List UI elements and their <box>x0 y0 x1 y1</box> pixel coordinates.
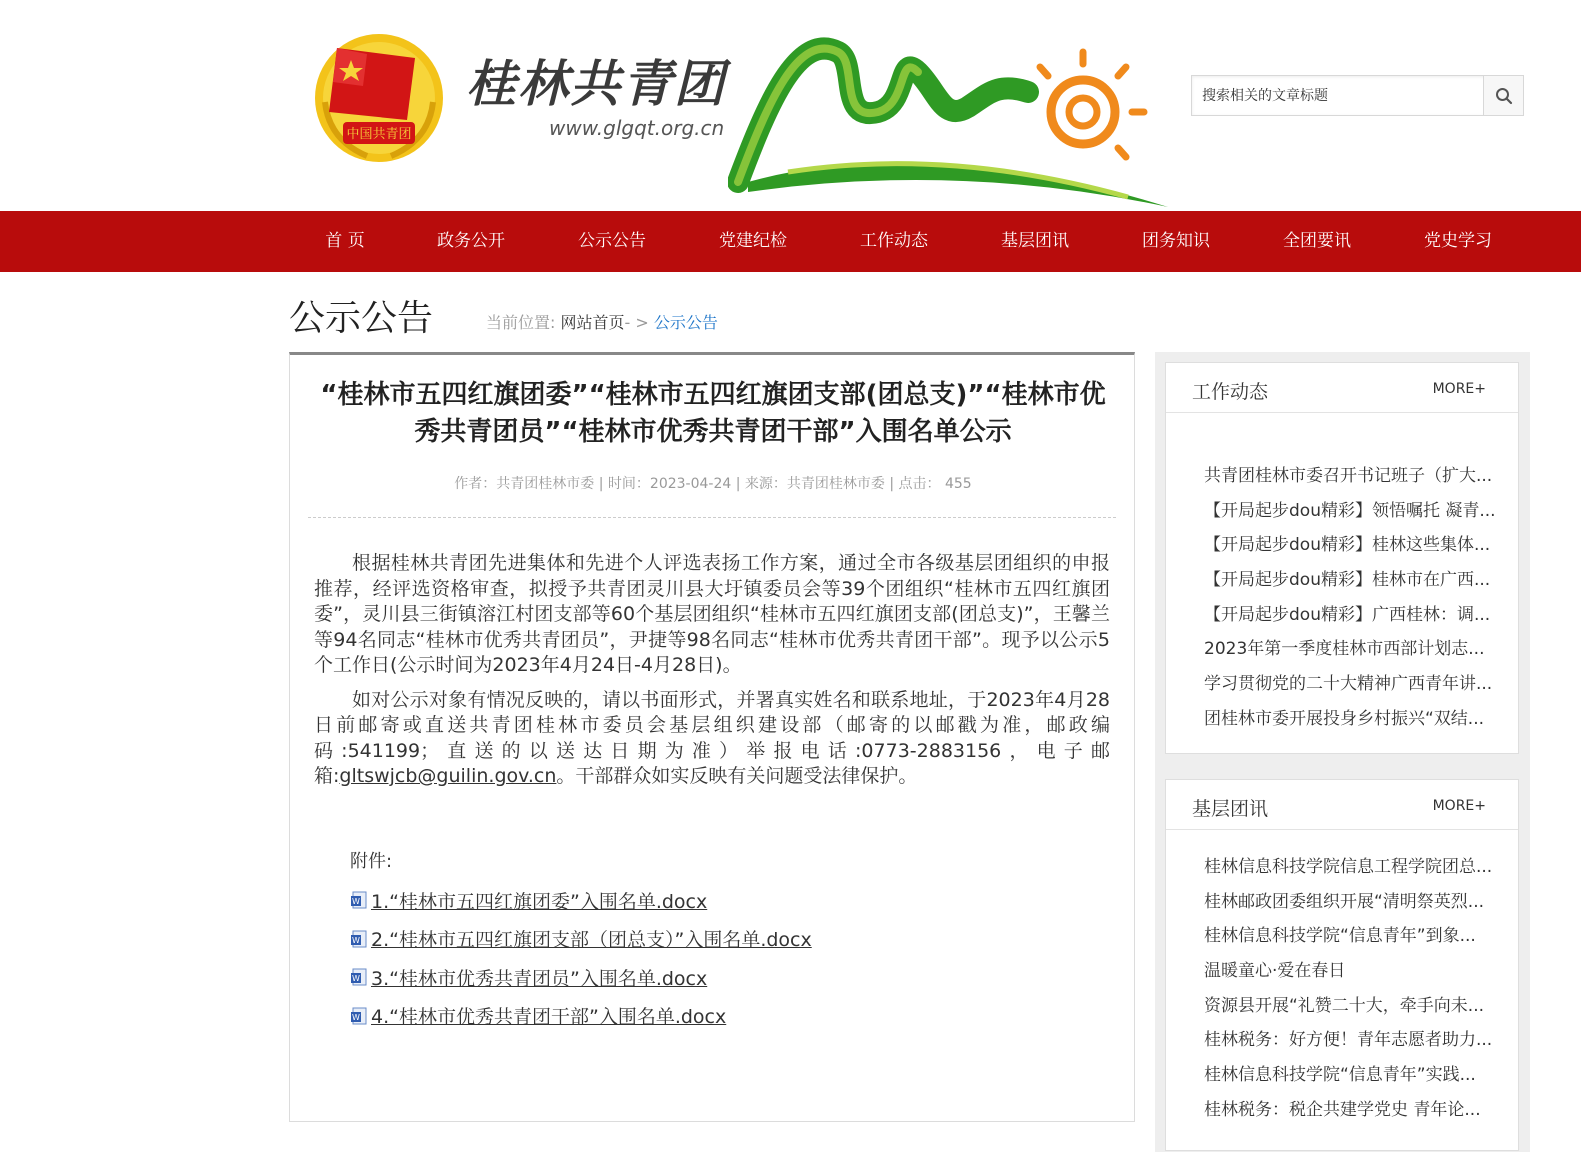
emblem-text: 中国共青团 <box>346 127 412 142</box>
article-paragraph-2-text: 如对公示对象有情况反映的，请以书面形式，并署真实姓名和联系地址，于2023年4月28日前邮寄或直送共青团桂林市委员会基层组织建设部（邮寄的以邮戳为准，邮政编码:541199；直送的以送达日期为准）举报电话:0773-2883156，电子邮箱: <box>314 688 1110 787</box>
nav-announcements[interactable]: 公示公告 <box>578 231 646 251</box>
list-item[interactable]: 【开局起步dou精彩】广西桂林：调... <box>1204 604 1491 625</box>
breadcrumb-home-link[interactable]: 网站首页 <box>560 313 625 332</box>
list-item[interactable]: 桂林信息科技学院“信息青年”实践... <box>1204 1065 1476 1086</box>
svg-text:W: W <box>352 935 360 945</box>
attachment-name: 2.“桂林市五四红旗团支部（团总支）”入围名单.docx <box>371 929 812 952</box>
list-item[interactable]: 团桂林市委开展投身乡村振兴“双结... <box>1204 708 1485 729</box>
attachment-link-4[interactable] <box>350 997 812 1036</box>
panel-grassroots-news <box>1165 779 1519 1151</box>
more-link[interactable]: MORE+ <box>1432 798 1486 814</box>
panel-title: 工作动态 <box>1192 381 1269 403</box>
list-item[interactable]: 2023年第一季度桂林市西部计划志... <box>1204 639 1485 660</box>
nav-party-discipline[interactable]: 党建纪检 <box>719 231 787 251</box>
article-title: “桂林市五四红旗团委”“桂林市五四红旗团支部(团总支)”“桂林市优秀共青团员”“桂林市优秀共青团干部”入围名单公示 <box>320 380 1106 447</box>
list-item[interactable]: 桂林信息科技学院“信息青年”到象... <box>1204 926 1476 947</box>
search-box <box>1191 75 1524 116</box>
nav-grassroots-news[interactable]: 基层团讯 <box>1001 231 1069 251</box>
search-icon <box>1495 87 1513 105</box>
panel-header <box>1166 780 1518 830</box>
nav-party-history[interactable]: 党史学习 <box>1424 231 1492 251</box>
attachment-link-2[interactable] <box>350 920 812 959</box>
main-nav <box>0 211 1581 272</box>
word-doc-icon <box>350 968 368 986</box>
article-body <box>314 551 1110 799</box>
list-item[interactable]: 资源县开展“礼赞二十大，牵手向未... <box>1204 995 1485 1016</box>
nav-government-affairs[interactable]: 政务公开 <box>437 231 505 251</box>
list-item[interactable]: 桂林信息科技学院信息工程学院团总... <box>1204 857 1493 877</box>
youth-league-emblem-icon[interactable] <box>307 28 451 166</box>
word-doc-icon <box>350 930 368 948</box>
svg-text:W: W <box>352 974 360 984</box>
list-item[interactable]: 共青团桂林市委召开书记班子（扩大... <box>1204 466 1493 486</box>
breadcrumb-prefix: 当前位置: <box>486 313 556 332</box>
nav-league-knowledge[interactable]: 团务知识 <box>1142 231 1210 251</box>
article-meta: 作者：共青团桂林市委 | 时间：2023-04-24 | 来源：共青团桂林市委 | 点击： 455 <box>454 476 972 492</box>
panel-title: 基层团讯 <box>1192 798 1269 820</box>
sidebar <box>1155 352 1530 1152</box>
list-item[interactable]: 温暖童心·爱在春日 <box>1204 961 1346 982</box>
breadcrumb-current-link[interactable]: 公示公告 <box>653 313 718 332</box>
more-link[interactable]: MORE+ <box>1432 381 1486 397</box>
page-title: 公示公告 <box>289 298 434 339</box>
nav-work-news[interactable]: 工作动态 <box>860 231 928 251</box>
news-list <box>1204 459 1504 737</box>
list-item[interactable]: 【开局起步dou精彩】桂林市在广西... <box>1204 570 1491 591</box>
contact-email-link[interactable]: gltswjcb@guilin.gov.cn <box>339 765 557 787</box>
list-item[interactable]: 桂林税务：税企共建学党史 青年论... <box>1204 1099 1481 1120</box>
panel-work-news <box>1165 362 1519 754</box>
nav-league-news[interactable]: 全团要讯 <box>1283 231 1351 251</box>
attachment-name: 4.“桂林市优秀共青团干部”入围名单.docx <box>371 1006 727 1029</box>
word-doc-icon <box>350 891 368 909</box>
attachments-list <box>350 881 812 1035</box>
list-item[interactable]: 桂林税务：好方便！青年志愿者助力... <box>1204 1030 1493 1051</box>
list-item[interactable]: 桂林邮政团委组织开展“清明祭英烈... <box>1204 891 1485 912</box>
mountain-sun-logo-icon <box>728 12 1178 212</box>
attachment-name: 1.“桂林市五四红旗团委”入围名单.docx <box>371 890 708 913</box>
list-item[interactable]: 学习贯彻党的二十大精神广西青年讲... <box>1204 674 1493 695</box>
news-list <box>1204 850 1504 1128</box>
article-panel <box>289 352 1135 1122</box>
breadcrumb-separator: - > <box>624 313 649 332</box>
article-divider <box>308 517 1116 518</box>
svg-text:W: W <box>352 1012 360 1022</box>
list-item[interactable]: 【开局起步dou精彩】领悟嘱托 凝青... <box>1204 500 1496 521</box>
search-input[interactable] <box>1192 76 1484 115</box>
site-url: www.glgqt.org.cn <box>549 116 725 140</box>
list-item[interactable]: 【开局起步dou精彩】桂林这些集体... <box>1204 535 1491 556</box>
panel-header <box>1166 363 1518 413</box>
article-paragraph-1: 根据桂林共青团先进集体和先进个人评选表扬工作方案，通过全市各级基层团组织的申报推荐，经评选资格审查，拟授予共青团灵川县大圩镇委员会等39个团组织“桂林市五四红旗团委”，灵川县三街镇溶江村团支部等60个基层团组织“桂林市五四红旗团支部(团总支)”，王馨兰等94名同志“桂林市优秀共青团员”，尹捷等98名同志“桂林市优秀共青团干部”。现予以公示5个工作日(公示时间为2023年4月24日-4月28日)。 <box>314 552 1110 676</box>
attachment-link-1[interactable] <box>350 881 812 920</box>
breadcrumb <box>486 310 718 333</box>
nav-home[interactable]: 首 页 <box>325 231 365 251</box>
search-button[interactable] <box>1483 76 1523 115</box>
article-paragraph-2 <box>314 688 1110 790</box>
svg-text:W: W <box>352 897 360 907</box>
attachment-name: 3.“桂林市优秀共青团员”入围名单.docx <box>371 967 708 990</box>
attachments-label: 附件: <box>350 851 393 872</box>
site-name: 桂林共青团 <box>466 55 726 113</box>
article-paragraph-2-tail: 。干部群众如实反映有关问题受法律保护。 <box>556 765 918 787</box>
site-header <box>0 0 1581 211</box>
word-doc-icon <box>350 1007 368 1025</box>
attachment-link-3[interactable] <box>350 958 812 997</box>
